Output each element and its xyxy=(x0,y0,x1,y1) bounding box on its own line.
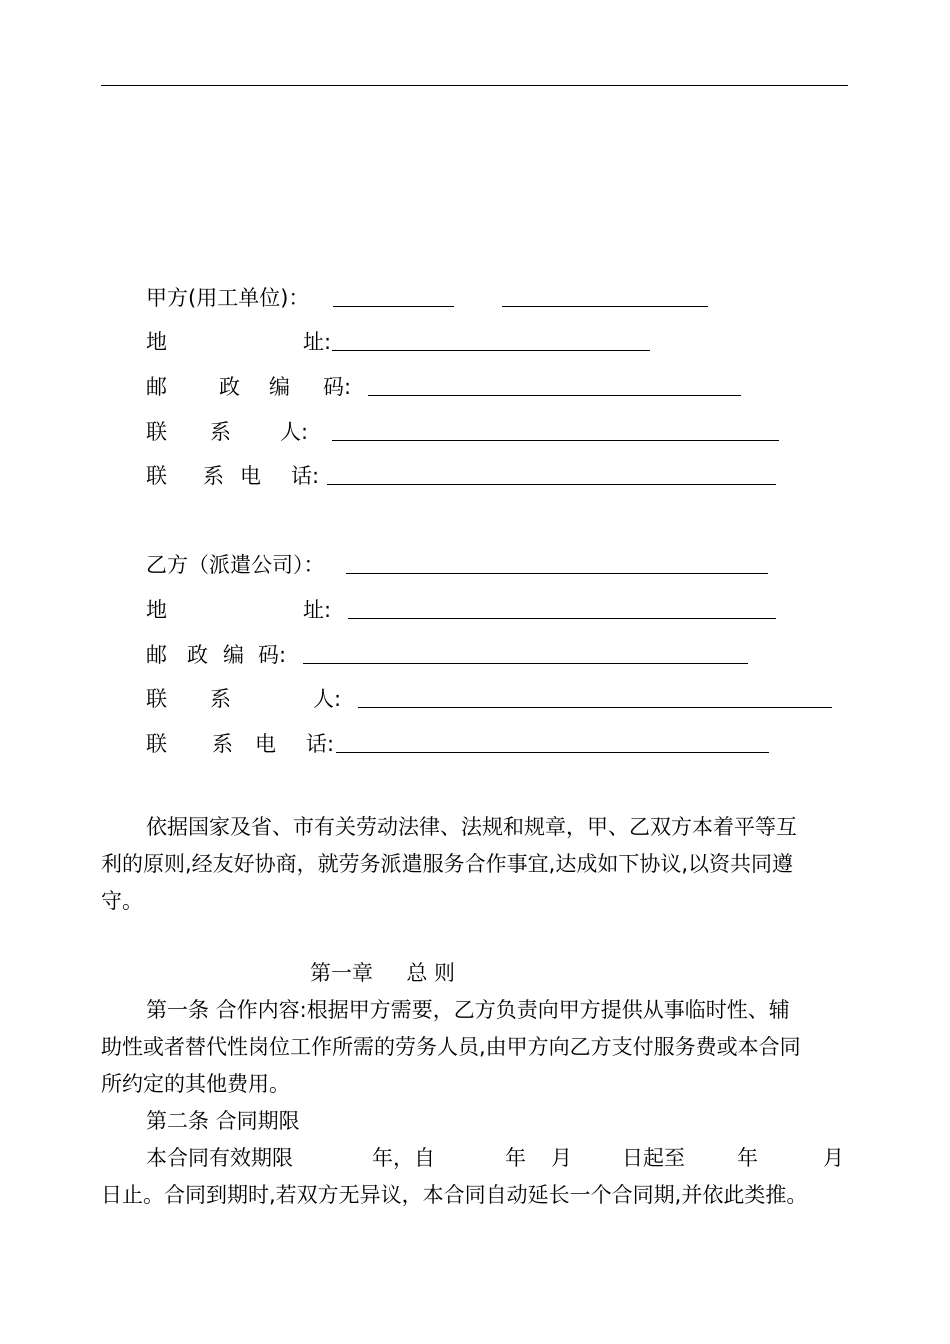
party-a-name-row xyxy=(146,283,726,313)
party-a-postcode-label-4: 码: xyxy=(323,375,352,399)
party-b-contact-row xyxy=(146,684,846,714)
party-b-phone-label-1: 联 xyxy=(146,732,167,756)
party-a-address-row xyxy=(146,327,666,357)
party-b-address-label-2: 址: xyxy=(303,598,332,622)
party-b-contact-label-1: 联 xyxy=(146,687,167,711)
article-2-end-year: 年 xyxy=(737,1146,758,1170)
chapter-title: 第一章 总 则 xyxy=(310,961,456,985)
party-a-contact-row xyxy=(146,417,786,447)
party-a-phone-label-1: 联 xyxy=(146,464,167,488)
party-a-postcode-label-2: 政 xyxy=(219,375,240,399)
article-2-year-from: 年，自 xyxy=(372,1146,435,1170)
party-b-postcode-label-2: 政 xyxy=(187,643,208,667)
party-a-address-label-2: 址: xyxy=(303,330,332,354)
party-b-postcode-label-4: 码: xyxy=(258,643,287,667)
party-a-address-field[interactable] xyxy=(332,350,650,351)
party-b-phone-label-4: 话: xyxy=(306,732,335,756)
party-b-phone-row xyxy=(146,729,786,759)
party-b-address-row xyxy=(146,595,786,625)
party-a-name-field[interactable] xyxy=(333,306,454,307)
article-2-month: 月 xyxy=(551,1146,572,1170)
party-a-contact-label-1: 联 xyxy=(146,420,167,444)
article-2-line-2: 日止。合同到期时,若双方无异议，本合同自动延长一个合同期,并依此类推。 xyxy=(101,1183,808,1207)
party-b-postcode-label-3: 编 xyxy=(223,643,244,667)
party-b-name-row xyxy=(146,550,776,580)
party-a-phone-row xyxy=(146,461,786,491)
party-a-phone-label-4: 话: xyxy=(291,464,320,488)
article-2-year: 年 xyxy=(505,1146,526,1170)
party-b-phone-label-2: 系 xyxy=(212,732,233,756)
party-a-name-label: 甲方(用工单位)： xyxy=(146,286,310,310)
party-b-contact-label-3: 人: xyxy=(313,687,342,711)
party-a-name-field-2[interactable] xyxy=(502,306,708,307)
party-b-contact-field[interactable] xyxy=(358,707,832,708)
intro-line-2: 利的原则,经友好协商，就劳务派遣服务合作事宜,达成如下协议,以资共同遵 xyxy=(101,852,794,876)
intro-line-1: 依据国家及省、市有关劳动法律、法规和规章，甲、乙双方本着平等互 xyxy=(146,815,797,839)
party-a-address-label-1: 地 xyxy=(146,330,167,354)
party-b-address-label-1: 地 xyxy=(146,598,167,622)
party-a-postcode-label-1: 邮 xyxy=(146,375,167,399)
party-b-phone-label-3: 电 xyxy=(255,732,276,756)
party-a-contact-field[interactable] xyxy=(332,440,779,441)
article-1-line-3: 所约定的其他费用。 xyxy=(101,1072,290,1096)
article-2-day-until: 日起至 xyxy=(622,1146,685,1170)
party-a-phone-field[interactable] xyxy=(327,484,776,485)
intro-line-3: 守。 xyxy=(101,889,143,913)
header-rule xyxy=(101,85,848,86)
party-b-name-label: 乙方（派遣公司）： xyxy=(146,553,325,577)
party-a-postcode-label-3: 编 xyxy=(269,375,290,399)
party-b-address-field[interactable] xyxy=(348,618,776,619)
party-b-postcode-field[interactable] xyxy=(303,663,748,664)
article-1-line-1: 第一条 合作内容:根据甲方需要，乙方负责向甲方提供从事临时性、辅 xyxy=(146,998,790,1022)
article-2-end-month: 月 xyxy=(823,1146,844,1170)
article-1-line-2: 助性或者替代性岗位工作所需的劳务人员,由甲方向乙方支付服务费或本合同 xyxy=(101,1035,801,1059)
party-a-contact-label-2: 系 xyxy=(210,420,231,444)
party-b-phone-field[interactable] xyxy=(336,752,769,753)
party-b-contact-label-2: 系 xyxy=(210,687,231,711)
party-a-contact-label-3: 人: xyxy=(280,420,309,444)
article-2-title: 第二条 合同期限 xyxy=(146,1109,300,1133)
party-b-postcode-label-1: 邮 xyxy=(146,643,167,667)
article-2-term-label: 本合同有效期限 xyxy=(146,1146,293,1170)
party-a-postcode-field[interactable] xyxy=(368,395,741,396)
party-a-postcode-row xyxy=(146,372,756,402)
party-b-postcode-row xyxy=(146,640,756,670)
party-a-phone-label-3: 电 xyxy=(240,464,261,488)
party-a-phone-label-2: 系 xyxy=(203,464,224,488)
party-b-name-field[interactable] xyxy=(346,573,768,574)
